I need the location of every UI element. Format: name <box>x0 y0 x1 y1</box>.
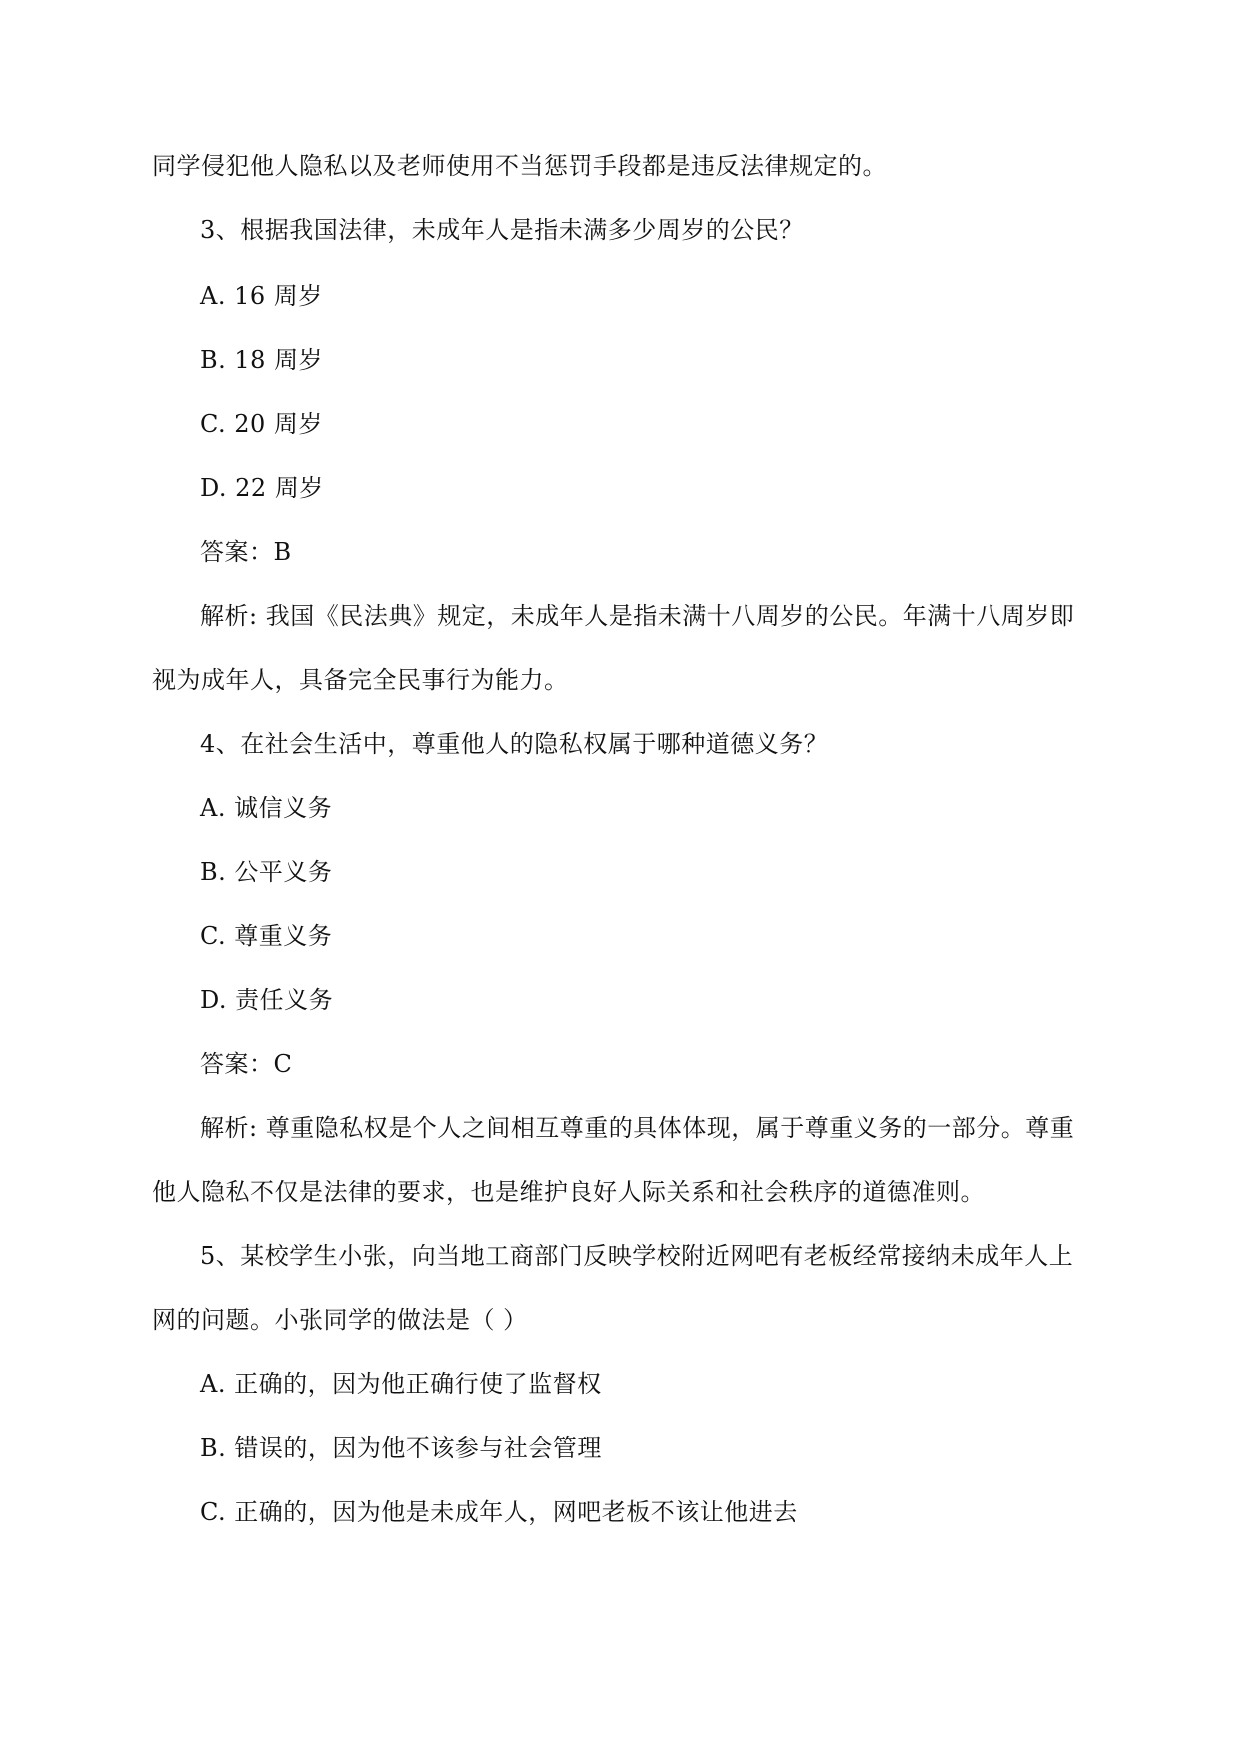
q4-explanation-line-2: 他人隐私不仅是法律的要求，也是维护良好人际关系和社会秩序的道德准则。 <box>152 1178 985 1206</box>
q3-option-a: A. 16 周岁 <box>200 282 323 310</box>
question-5-line-2: 网的问题。小张同学的做法是（ ） <box>152 1306 528 1334</box>
question-5-line-1: 5、某校学生小张，向当地工商部门反映学校附近网吧有老板经常接纳未成年人上 <box>200 1242 1074 1270</box>
question-3: 3、根据我国法律，未成年人是指未满多少周岁的公民？ <box>200 216 804 244</box>
q5-option-b: B. 错误的，因为他不该参与社会管理 <box>200 1434 602 1462</box>
q5-option-c: C. 正确的，因为他是未成年人，网吧老板不该让他进去 <box>200 1498 798 1526</box>
q3-explanation-line-2: 视为成年人，具备完全民事行为能力。 <box>152 666 569 694</box>
q4-option-b: B. 公平义务 <box>200 858 333 886</box>
q4-explanation-line-1: 解析: 尊重隐私权是个人之间相互尊重的具体体现，属于尊重义务的一部分。尊重 <box>200 1114 1075 1142</box>
q3-option-d: D. 22 周岁 <box>200 474 324 502</box>
q3-explanation-line-1: 解析: 我国《民法典》规定，未成年人是指未满十八周岁的公民。年满十八周岁即 <box>200 602 1075 630</box>
q4-option-a: A. 诚信义务 <box>200 794 333 822</box>
q4-answer: 答案：C <box>200 1050 293 1078</box>
q3-option-b: B. 18 周岁 <box>200 346 324 374</box>
text-line-continuation: 同学侵犯他人隐私以及老师使用不当惩罚手段都是违反法律规定的。 <box>152 152 887 180</box>
q3-option-c: C. 20 周岁 <box>200 410 323 438</box>
question-4: 4、在社会生活中，尊重他人的隐私权属于哪种道德义务？ <box>200 730 829 758</box>
q3-answer: 答案：B <box>200 538 292 566</box>
q4-option-d: D. 责任义务 <box>200 986 334 1014</box>
q4-option-c: C. 尊重义务 <box>200 922 333 950</box>
q5-option-a: A. 正确的，因为他正确行使了监督权 <box>200 1370 602 1398</box>
